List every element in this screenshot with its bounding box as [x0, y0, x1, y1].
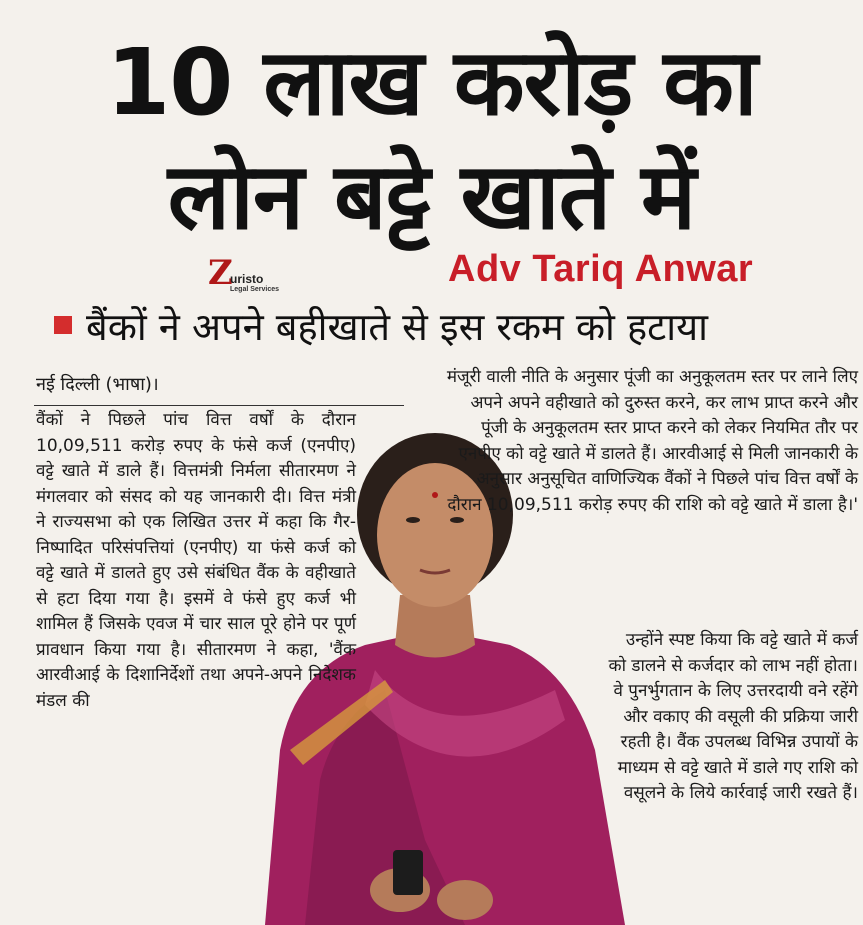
subheadline: बैंकों ने अपने बहीखाते से इस रकम को हटाया: [86, 305, 709, 349]
article-right-column-top: मंजूरी वाली नीति के अनुसार पूंजी का अनुकूलतम स्तर पर लाने लिए अपने अपने वहीखाते को दुरुस्त करने, कर लाभ प्राप्त करने और पूंजी के अनुकूलतम स्तर प्राप्त करने को लेकर नियमित तौर पर एनपीए को वट्टे खाते में डालते हैं। आरवीआई से मिली जानकारी के अनुसार अनुसूचित वाणिज्यिक वैंकों ने पिछले पांच वित्त वर्षों के दौरान 10,09,511 करोड़ रुपए की राशि को वट्टे खाते में डाला है।': [446, 367, 858, 515]
logo-subtitle: Legal Services: [230, 286, 280, 293]
bullet-square-icon: [54, 316, 72, 334]
article-right-column-bottom: उन्होंने स्पष्ट किया कि वट्टे खाते में कर्ज को डालने से कर्जदार को लाभ नहीं होता। वे पुनर्भुगतान के लिए उत्तरदायी वने रहेंगे और वकाए की वसूली की प्रक्रिया जारी रहती है। वैंक उपलब्ध विभिन्न उपायों के माध्यम से वट्टे खाते में डाले गए राशि को वसूलने के लिये कार्रवाई जारी रखते हैं।: [608, 630, 858, 803]
dateline: नई दिल्ली (भाषा)।: [36, 374, 159, 395]
divider-rule: [34, 405, 404, 406]
byline: Adv Tariq Anwar: [448, 248, 754, 290]
zuristo-logo: [208, 254, 288, 300]
article-left-column: वैंकों ने पिछले पांच वित्त वर्षों के दौरान 10,09,511 करोड़ रुपए के फंसे कर्ज (एनपीए) वट्टे खाते में डाले हैं। वित्तमंत्री निर्मला सीतारमण ने मंगलवार को संसद को यह जानकारी दी। वित्त मंत्री ने राज्यसभा को एक लिखित उत्तर में कहा कि गैर-निष्पादित परिसंपत्तियां (एनपीए) या फंसे कर्ज को वट्टे खाते में डालते हुए उसे संबंधित वैंक के वहीखाते से हटा दिया गया है। इसमें वे फंसे हुए कर्ज भी शामिल हैं जिसके एवज में चार साल पूरे होने पर पूर्ण प्रावधान किया गया है। सीतारमण ने कहा, 'वैंक आरवीआई के दिशानिर्देशों तथा अपने-अपने निदेशक मंडल की: [36, 410, 356, 711]
logo-letter: Z: [208, 253, 233, 293]
headline-line-1: 10 लाख करोड़ का: [106, 29, 757, 136]
logo-wordmark: uristo: [230, 272, 264, 286]
headline-line-2: लोन बट्टे खाते में: [167, 143, 696, 250]
